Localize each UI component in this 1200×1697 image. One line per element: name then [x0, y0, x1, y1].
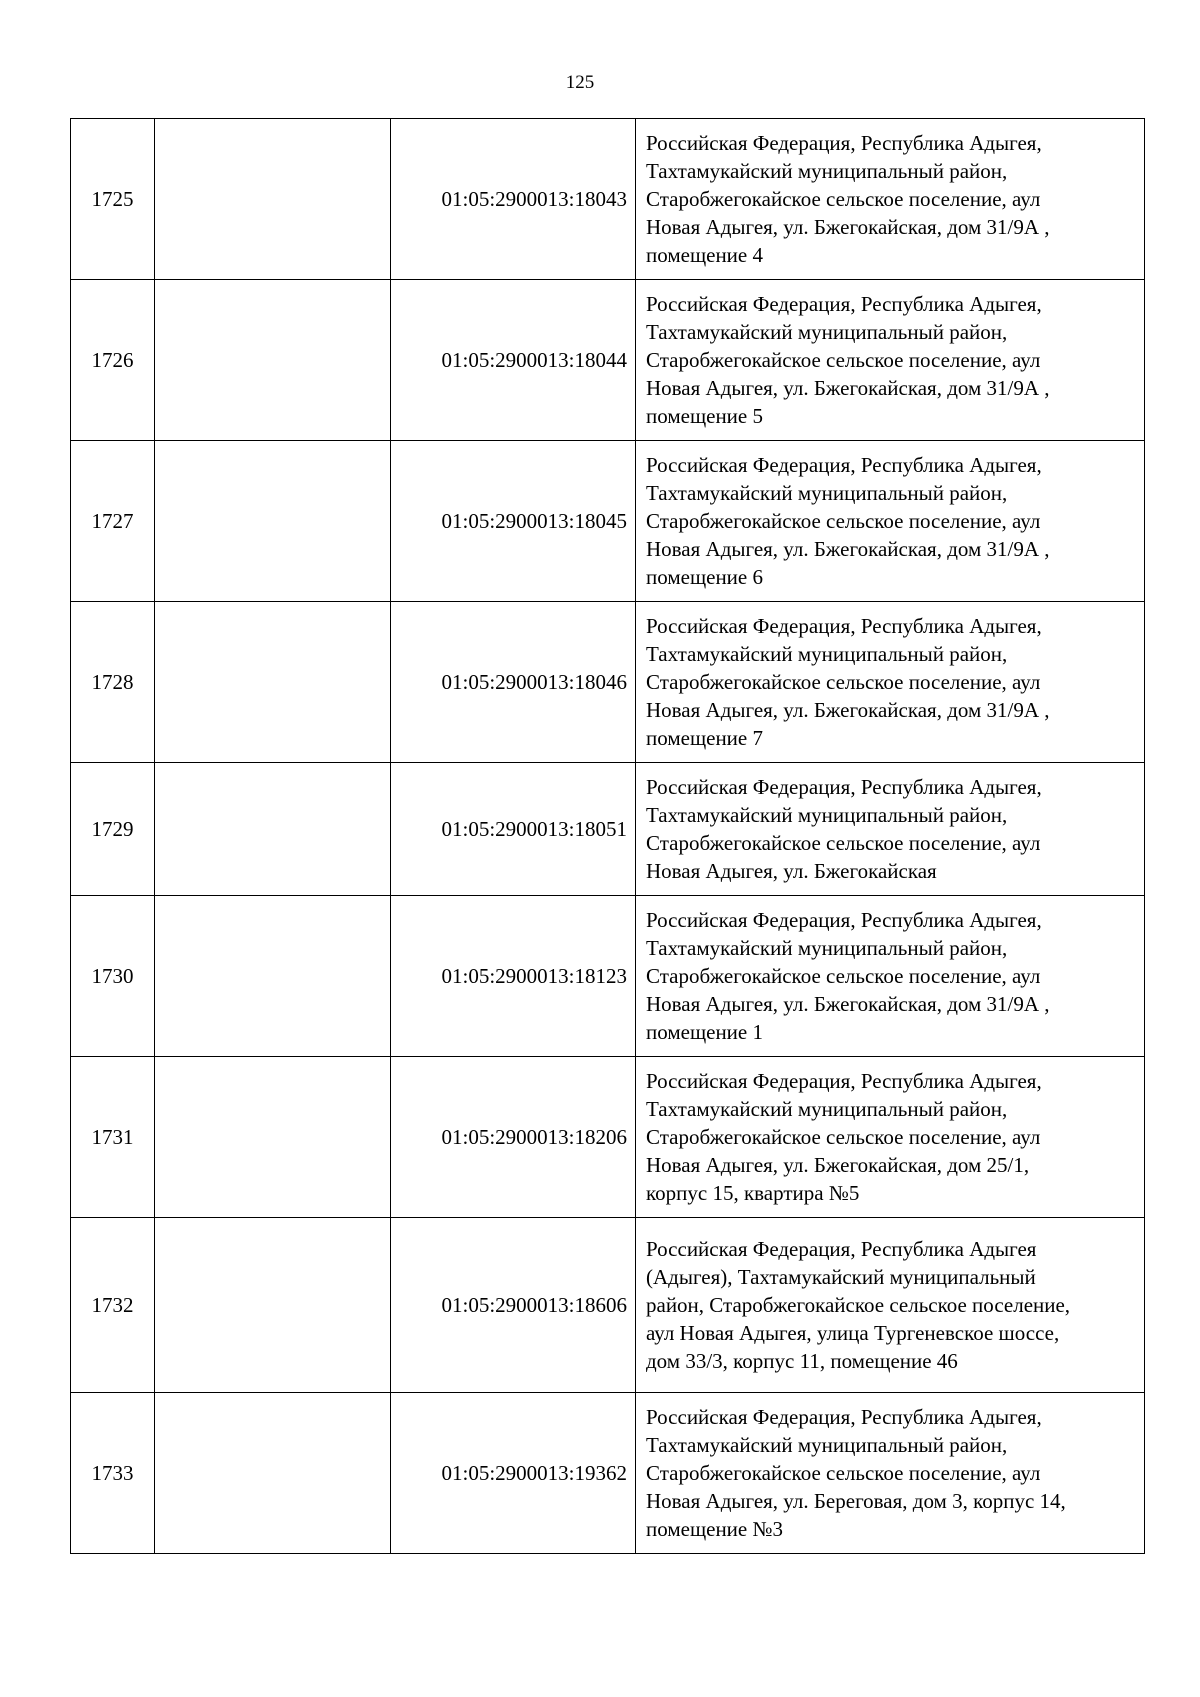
address-cell [636, 763, 1145, 896]
table-row [71, 763, 1145, 896]
table-row [71, 1057, 1145, 1218]
table-row [71, 1218, 1145, 1393]
address-line: Российская Федерация, Республика Адыгея, [646, 131, 1042, 155]
address-line: помещение №3 [646, 1517, 784, 1541]
address-cell [636, 441, 1145, 602]
address-cell [636, 1393, 1145, 1554]
owner-cell [155, 1057, 391, 1218]
address-line: Новая Адыгея, ул. Бжегокайская, дом 31/9А , [646, 215, 1050, 239]
row-number-cell: 1732 [71, 1218, 155, 1393]
address-line: Старобжегокайское сельское поселение, аул [646, 670, 1041, 694]
address-line: Тахтамукайский муниципальный район, [646, 1097, 1008, 1121]
address-line: (Адыгея), Тахтамукайский муниципальный [646, 1265, 1036, 1289]
registry-table [70, 118, 1145, 1554]
address-cell [636, 1218, 1145, 1393]
address-line: Старобжегокайское сельское поселение, аул [646, 348, 1041, 372]
owner-cell [155, 1218, 391, 1393]
address-line: Российская Федерация, Республика Адыгея, [646, 614, 1042, 638]
address-cell [636, 280, 1145, 441]
address-line: Российская Федерация, Республика Адыгея [646, 1237, 1037, 1261]
address-line: Российская Федерация, Республика Адыгея, [646, 1405, 1042, 1429]
row-number-cell: 1733 [71, 1393, 155, 1554]
address-line: Российская Федерация, Республика Адыгея, [646, 1069, 1042, 1093]
table-row [71, 896, 1145, 1057]
address-line: Тахтамукайский муниципальный район, [646, 481, 1008, 505]
address-line: Тахтамукайский муниципальный район, [646, 1433, 1008, 1457]
address-line: помещение 7 [646, 726, 763, 750]
address-line: Российская Федерация, Республика Адыгея, [646, 292, 1042, 316]
address-cell [636, 896, 1145, 1057]
registry-table-body [71, 119, 1145, 1554]
cadastral-number-cell: 01:05:2900013:18043 [391, 119, 636, 280]
address-line: Тахтамукайский муниципальный район, [646, 936, 1008, 960]
address-line: Старобжегокайское сельское поселение, аул [646, 1461, 1041, 1485]
address-cell [636, 119, 1145, 280]
address-line: Новая Адыгея, ул. Береговая, дом 3, корпус 14, [646, 1489, 1066, 1513]
address-line: помещение 5 [646, 404, 763, 428]
address-line: район, Старобжегокайское сельское поселение, [646, 1293, 1071, 1317]
page-number: 125 [565, 72, 595, 93]
cadastral-number-cell: 01:05:2900013:18044 [391, 280, 636, 441]
table-row [71, 1393, 1145, 1554]
address-line: Тахтамукайский муниципальный район, [646, 803, 1008, 827]
cadastral-number-cell: 01:05:2900013:18046 [391, 602, 636, 763]
address-line: Новая Адыгея, ул. Бжегокайская, дом 25/1, [646, 1153, 1030, 1177]
row-number-cell: 1726 [71, 280, 155, 441]
address-cell [636, 602, 1145, 763]
table-row [71, 119, 1145, 280]
owner-cell [155, 119, 391, 280]
owner-cell [155, 441, 391, 602]
table-row [71, 602, 1145, 763]
address-line: корпус 15, квартира №5 [646, 1181, 860, 1205]
address-line: Тахтамукайский муниципальный район, [646, 642, 1008, 666]
cadastral-number-cell: 01:05:2900013:18606 [391, 1218, 636, 1393]
address-line: дом 33/3, корпус 11, помещение 46 [646, 1349, 958, 1373]
row-number-cell: 1725 [71, 119, 155, 280]
address-line: Тахтамукайский муниципальный район, [646, 320, 1008, 344]
address-line: Российская Федерация, Республика Адыгея, [646, 908, 1042, 932]
row-number-cell: 1729 [71, 763, 155, 896]
address-line: Старобжегокайское сельское поселение, аул [646, 1125, 1041, 1149]
address-line: Новая Адыгея, ул. Бжегокайская [646, 859, 937, 883]
table-row [71, 280, 1145, 441]
address-line: Новая Адыгея, ул. Бжегокайская, дом 31/9А , [646, 537, 1050, 561]
cadastral-number-cell: 01:05:2900013:18206 [391, 1057, 636, 1218]
row-number-cell: 1728 [71, 602, 155, 763]
address-line: Старобжегокайское сельское поселение, аул [646, 831, 1041, 855]
address-line: Новая Адыгея, ул. Бжегокайская, дом 31/9А , [646, 992, 1050, 1016]
address-line: Новая Адыгея, ул. Бжегокайская, дом 31/9А , [646, 376, 1050, 400]
address-cell [636, 1057, 1145, 1218]
row-number-cell: 1727 [71, 441, 155, 602]
address-line: помещение 1 [646, 1020, 763, 1044]
address-line: помещение 4 [646, 243, 763, 267]
address-line: Тахтамукайский муниципальный район, [646, 159, 1008, 183]
row-number-cell: 1731 [71, 1057, 155, 1218]
address-line: аул Новая Адыгея, улица Тургеневское шоссе, [646, 1321, 1060, 1345]
cadastral-number-cell: 01:05:2900013:18045 [391, 441, 636, 602]
cadastral-number-cell: 01:05:2900013:18123 [391, 896, 636, 1057]
owner-cell [155, 280, 391, 441]
address-line: Новая Адыгея, ул. Бжегокайская, дом 31/9А , [646, 698, 1050, 722]
row-number-cell: 1730 [71, 896, 155, 1057]
owner-cell [155, 896, 391, 1057]
address-line: Старобжегокайское сельское поселение, аул [646, 509, 1041, 533]
owner-cell [155, 602, 391, 763]
table-row [71, 441, 1145, 602]
address-line: Старобжегокайское сельское поселение, аул [646, 964, 1041, 988]
cadastral-number-cell: 01:05:2900013:19362 [391, 1393, 636, 1554]
cadastral-number-cell: 01:05:2900013:18051 [391, 763, 636, 896]
owner-cell [155, 1393, 391, 1554]
address-line: помещение 6 [646, 565, 763, 589]
owner-cell [155, 763, 391, 896]
address-line: Российская Федерация, Республика Адыгея, [646, 775, 1042, 799]
address-line: Российская Федерация, Республика Адыгея, [646, 453, 1042, 477]
address-line: Старобжегокайское сельское поселение, аул [646, 187, 1041, 211]
